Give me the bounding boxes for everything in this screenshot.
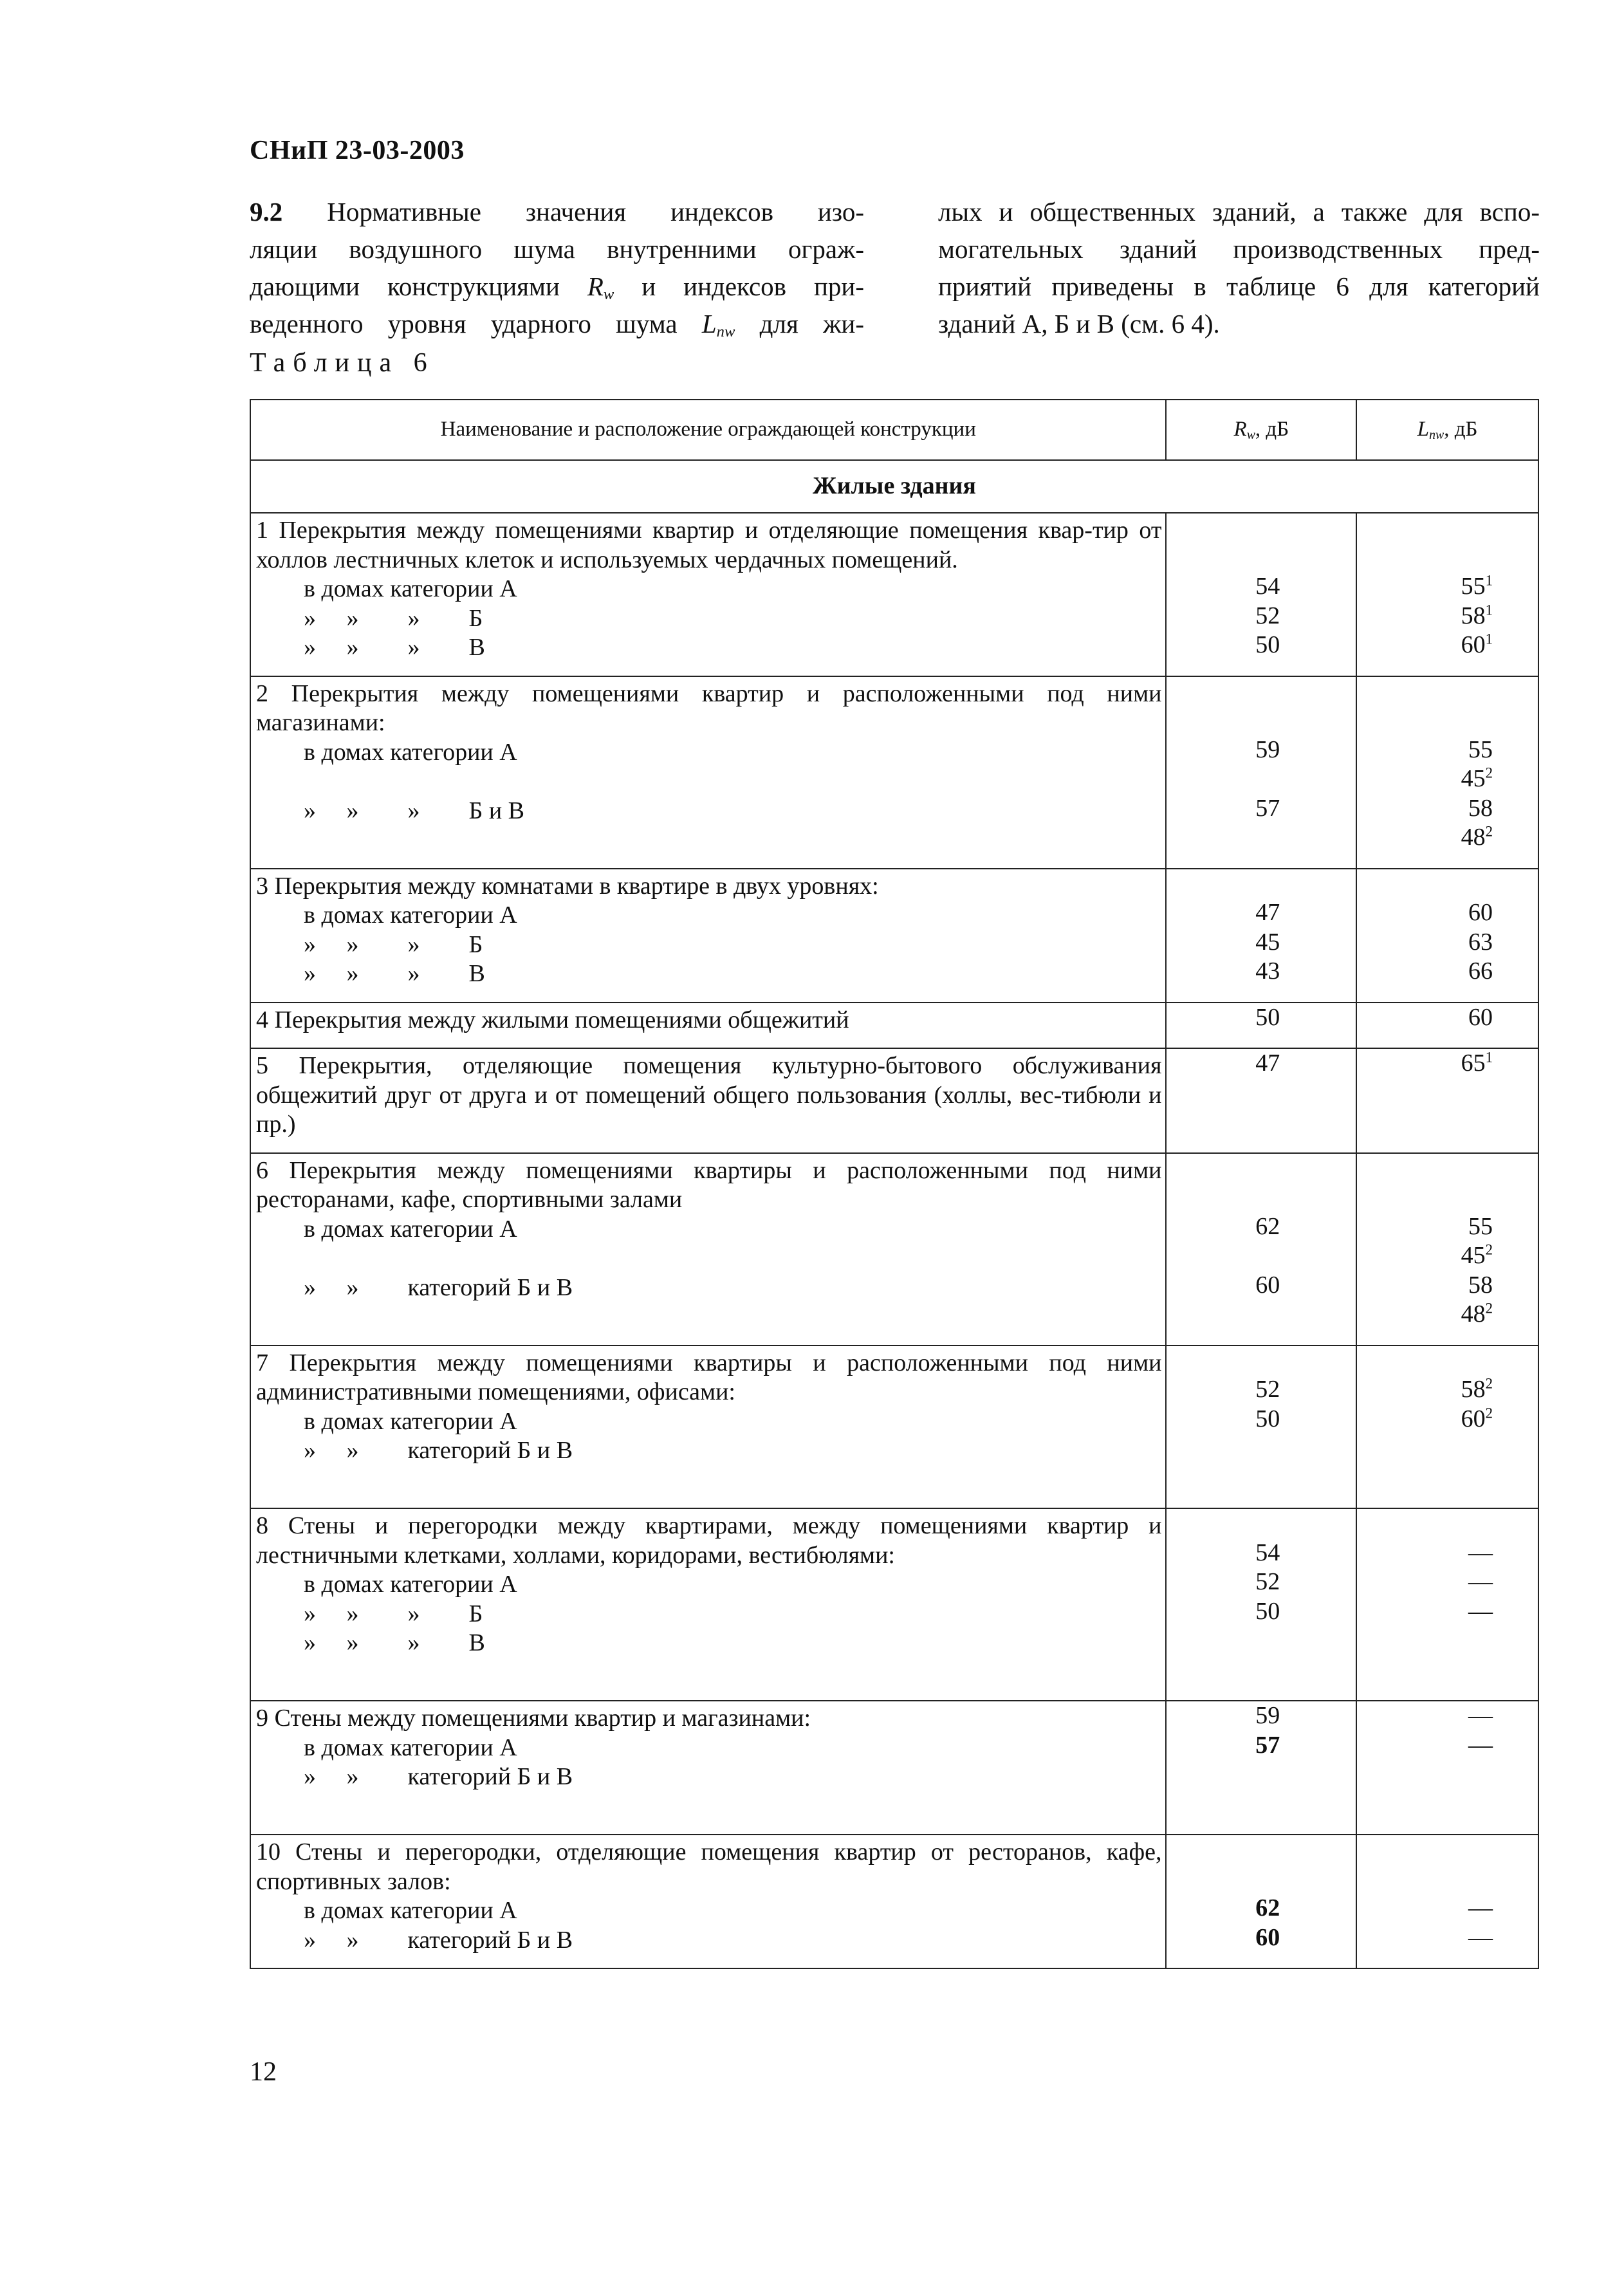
row-description xyxy=(250,1701,1166,1835)
row-rw-values xyxy=(1166,1701,1356,1835)
row-lnw-values xyxy=(1356,676,1538,869)
sub-row xyxy=(256,1600,1161,1629)
value: — xyxy=(1468,1539,1493,1566)
sub-category: Б и В xyxy=(420,797,525,824)
value: 54 xyxy=(1255,573,1280,600)
ditto-marks: » » xyxy=(304,1273,359,1301)
sub-category: категорий Б и В xyxy=(358,1926,573,1954)
value: 66 xyxy=(1468,958,1493,985)
document-header: СНиП 23-03-2003 xyxy=(250,136,465,165)
sub-category: категорий Б и В xyxy=(358,1437,573,1464)
value: 52 xyxy=(1255,1568,1280,1595)
value: 58 xyxy=(1468,794,1493,822)
blank-line xyxy=(1357,1154,1538,1183)
sub-category: Б xyxy=(420,930,483,958)
sub-row xyxy=(256,1273,1161,1303)
value: 54 xyxy=(1255,1539,1280,1566)
ditto-marks: » » » xyxy=(304,634,420,661)
row-title: 7 Перекрытия между помещениями квартиры и расположенными под ними административными помещениями, офисами: xyxy=(256,1349,1162,1405)
sub-row xyxy=(256,1215,1161,1244)
footnote-ref: 1 xyxy=(1485,631,1493,647)
blank-line xyxy=(1167,869,1356,899)
value: 50 xyxy=(1255,1405,1280,1432)
value: 52 xyxy=(1255,1376,1280,1403)
value: 55 xyxy=(1468,1212,1493,1240)
value: 47 xyxy=(1255,1050,1280,1077)
header-rw xyxy=(1166,400,1356,460)
row-description xyxy=(250,1835,1166,1968)
row-description xyxy=(250,1508,1166,1701)
row-title: 10 Стены и перегородки, отделяющие помещения квартир от ресторанов, кафе, спортивных залов: xyxy=(256,1838,1162,1895)
intro-text: Нормативные значения индексов изо- xyxy=(282,197,864,227)
intro-column-left xyxy=(250,193,864,342)
value: $65^1$ xyxy=(1461,1049,1493,1077)
sub-row xyxy=(256,930,1161,960)
row-description xyxy=(250,1048,1166,1153)
row-title: 4 Перекрытия между жилыми помещениями общежитий xyxy=(256,1006,849,1033)
row-description xyxy=(250,1346,1166,1509)
sub-row xyxy=(256,633,1161,663)
sub-label: в домах категории А xyxy=(304,902,517,929)
sub-category: категорий Б и В xyxy=(358,1763,573,1790)
intro-line: веденного уровня ударного шума $L_{nw}$ для жи- xyxy=(250,309,864,341)
footnote-ref: 1 xyxy=(1485,572,1493,589)
value: 59 xyxy=(1255,1702,1280,1729)
row-rw-values xyxy=(1166,513,1356,676)
blank-line xyxy=(1167,543,1356,573)
value: $48^2$ xyxy=(1461,1300,1493,1328)
symbol: R xyxy=(587,272,604,301)
value: 52 xyxy=(1255,602,1280,629)
value: 50 xyxy=(1255,1597,1280,1625)
row-description xyxy=(250,513,1166,676)
intro-column-right xyxy=(938,193,1540,342)
row-title: 8 Стены и перегородки между квартирами, между помещениями квартир и лестничными клетками, холлами, коридорами, вестибюлями: xyxy=(256,1512,1162,1569)
table-row xyxy=(250,1346,1538,1509)
sub-row xyxy=(256,604,1161,634)
symbol-subscript: nw xyxy=(716,323,735,341)
symbol-subscript: w xyxy=(603,286,614,304)
footnote-ref: 1 xyxy=(1485,601,1493,618)
sub-row xyxy=(256,901,1161,930)
value: 50 xyxy=(1255,1003,1280,1031)
lnw-subscript: nw xyxy=(1429,428,1444,443)
value: 58 xyxy=(1468,1271,1493,1299)
row-rw-values xyxy=(1166,1508,1356,1701)
sub-row xyxy=(256,1896,1161,1926)
blank-line xyxy=(1167,1241,1356,1271)
sub-label: в домах категории А xyxy=(304,575,517,602)
blank-line xyxy=(256,767,1161,797)
section-number: 9.2 xyxy=(250,197,283,227)
row-lnw-values xyxy=(1356,1508,1538,1701)
value: 50 xyxy=(1255,631,1280,658)
blank-line xyxy=(1357,1346,1538,1376)
blank-line xyxy=(1167,1865,1356,1894)
blank-line xyxy=(256,1244,1161,1273)
value: 63 xyxy=(1468,928,1493,956)
row-title: 6 Перекрытия между помещениями квартиры и расположенными под ними ресторанами, кафе, спортивными залами xyxy=(256,1156,1162,1213)
value: — xyxy=(1468,1731,1493,1759)
table-row xyxy=(250,676,1538,869)
value: 60 xyxy=(1255,1923,1280,1951)
blank-line xyxy=(256,826,1161,855)
sub-category: Б xyxy=(420,1600,483,1627)
sub-row xyxy=(256,959,1161,989)
sub-label: в домах категории А xyxy=(304,738,517,766)
row-description xyxy=(250,1153,1166,1346)
value: 62 xyxy=(1255,1212,1280,1240)
value: $60^1$ xyxy=(1461,631,1493,658)
blank-line xyxy=(1357,706,1538,736)
row-lnw-values xyxy=(1356,1003,1538,1049)
footnote-ref: 2 xyxy=(1485,1404,1493,1421)
row-title: 5 Перекрытия, отделяющие помещения культурно-бытового обслуживания общежитий друг от друга и от помещений общего пользования (холлы, вес-тибюли и пр.) xyxy=(256,1052,1162,1138)
row-rw-values xyxy=(1166,1003,1356,1049)
value: 60 xyxy=(1468,899,1493,926)
value: 60 xyxy=(1468,1003,1493,1031)
row-title: 3 Перекрытия между комнатами в квартире в двух уровнях: xyxy=(256,872,879,900)
intro-line: приятий приведены в таблице 6 для категорий xyxy=(938,272,1540,301)
rw-unit: , дБ xyxy=(1255,418,1289,441)
row-description xyxy=(250,1003,1166,1049)
row-rw-values xyxy=(1166,1048,1356,1153)
sub-row xyxy=(256,1734,1161,1763)
footnote-ref: 2 xyxy=(1485,1375,1493,1392)
value: 55 xyxy=(1468,736,1493,763)
blank-line xyxy=(1167,706,1356,736)
blank-line xyxy=(1167,823,1356,853)
row-rw-values xyxy=(1166,1153,1356,1346)
value: $45^2$ xyxy=(1461,1241,1493,1269)
sub-label: в домах категории А xyxy=(304,1571,517,1598)
ditto-marks: » » xyxy=(304,1926,359,1954)
sub-category: Б xyxy=(420,604,483,632)
table-row xyxy=(250,1048,1538,1153)
row-title: 9 Стены между помещениями квартир и магазинами: xyxy=(256,1705,811,1732)
row-rw-values xyxy=(1166,869,1356,1003)
ditto-marks: » » » xyxy=(304,1629,420,1656)
blank-line xyxy=(1357,1183,1538,1212)
row-title: 2 Перекрытия между помещениями квартир и расположенными под ними магазинами: xyxy=(256,680,1162,736)
blank-line xyxy=(1167,1346,1356,1376)
sub-label: в домах категории А xyxy=(304,1215,517,1243)
row-lnw-values xyxy=(1356,1153,1538,1346)
blank-line xyxy=(1167,1183,1356,1212)
sub-row xyxy=(256,738,1161,768)
sub-category: категорий Б и В xyxy=(358,1273,573,1301)
section-header-row xyxy=(250,460,1538,513)
value: — xyxy=(1468,1894,1493,1921)
value: $45^2$ xyxy=(1461,764,1493,792)
table-header-row xyxy=(250,400,1538,460)
lnw-symbol: L xyxy=(1417,418,1430,441)
blank-line xyxy=(1357,1509,1538,1539)
intro-line: лых и общественных зданий, а также для вспо- xyxy=(938,197,1540,227)
blank-line xyxy=(1167,1154,1356,1183)
intro-line xyxy=(250,193,864,230)
intro-line: дающими конструкциями $R_w$ и индексов при- xyxy=(250,272,864,304)
blank-line xyxy=(256,1792,1161,1822)
blank-line xyxy=(1167,1509,1356,1539)
footnote-ref: 2 xyxy=(1485,1300,1493,1317)
table-row xyxy=(250,513,1538,676)
blank-line xyxy=(1357,543,1538,573)
row-rw-values xyxy=(1166,1835,1356,1968)
table-row xyxy=(250,1701,1538,1835)
footnote-ref: 2 xyxy=(1485,1241,1493,1258)
row-lnw-values xyxy=(1356,513,1538,676)
value: $58^1$ xyxy=(1461,601,1493,629)
footnote-ref: 1 xyxy=(1485,1049,1493,1066)
footnote-ref: 2 xyxy=(1485,764,1493,781)
intro-line: ляции воздушного шума внутренними ограж- xyxy=(250,234,864,264)
blank-line xyxy=(1357,869,1538,899)
blank-line xyxy=(256,1658,1161,1688)
value: — xyxy=(1468,1597,1493,1625)
lnw-unit: , дБ xyxy=(1444,418,1478,441)
row-rw-values xyxy=(1166,1346,1356,1509)
value: $60^2$ xyxy=(1461,1404,1493,1432)
rw-symbol: R xyxy=(1233,418,1247,441)
value: — xyxy=(1468,1702,1493,1729)
value: 43 xyxy=(1255,958,1280,985)
row-rw-values xyxy=(1166,676,1356,869)
page-number: 12 xyxy=(250,2057,277,2087)
sub-row xyxy=(256,1436,1161,1466)
row-description xyxy=(250,676,1166,869)
ditto-marks: » » » xyxy=(304,930,420,958)
intro-line: могательных зданий производственных пред- xyxy=(938,234,1540,264)
blank-line xyxy=(1167,1835,1356,1865)
sub-category: В xyxy=(420,634,485,661)
row-lnw-values xyxy=(1356,1346,1538,1509)
rw-subscript: w xyxy=(1246,428,1255,443)
sub-category: В xyxy=(420,960,485,987)
blank-line xyxy=(1357,1865,1538,1894)
symbol: L xyxy=(701,309,717,338)
row-lnw-values xyxy=(1356,869,1538,1003)
value: $58^2$ xyxy=(1461,1375,1493,1403)
blank-line xyxy=(1357,677,1538,707)
sub-row xyxy=(256,1629,1161,1658)
row-title: 1 Перекрытия между помещениями квартир и отделяющие помещения квар-тир от холлов лестничных клеток и используемых чердачных помещений. xyxy=(256,517,1162,573)
sub-label: в домах категории А xyxy=(304,1407,517,1435)
blank-line xyxy=(1167,677,1356,707)
value: 47 xyxy=(1255,899,1280,926)
blank-line xyxy=(256,1466,1161,1495)
sub-row xyxy=(256,797,1161,826)
ditto-marks: » » » xyxy=(304,797,420,824)
value: 60 xyxy=(1255,1271,1280,1299)
header-name: Наименование и расположение ограждающей конструкции xyxy=(250,400,1166,460)
sub-label: в домах категории А xyxy=(304,1897,517,1924)
row-lnw-values xyxy=(1356,1701,1538,1835)
blank-line xyxy=(1167,764,1356,794)
table-row xyxy=(250,869,1538,1003)
sub-label: в домах категории А xyxy=(304,1734,517,1761)
ditto-marks: » » » xyxy=(304,960,420,987)
value: 57 xyxy=(1255,794,1280,822)
header-lnw xyxy=(1356,400,1538,460)
section-title: Жилые здания xyxy=(250,460,1538,513)
table-row xyxy=(250,1153,1538,1346)
blank-line xyxy=(1167,1300,1356,1329)
table-6 xyxy=(250,399,1539,1969)
table-row xyxy=(250,1508,1538,1701)
table-caption: Таблица 6 xyxy=(250,348,435,378)
value: 57 xyxy=(1255,1731,1280,1759)
value: — xyxy=(1468,1568,1493,1595)
value: 62 xyxy=(1255,1894,1280,1921)
row-description xyxy=(250,869,1166,1003)
value: 59 xyxy=(1255,736,1280,763)
value: $55^1$ xyxy=(1461,572,1493,600)
sub-category: В xyxy=(420,1629,485,1656)
table-row xyxy=(250,1835,1538,1968)
value: — xyxy=(1468,1923,1493,1951)
blank-line xyxy=(1357,513,1538,543)
sub-row xyxy=(256,1570,1161,1600)
footnote-ref: 2 xyxy=(1485,823,1493,840)
row-lnw-values xyxy=(1356,1835,1538,1968)
ditto-marks: » » xyxy=(304,1763,359,1790)
sub-row xyxy=(256,575,1161,604)
row-lnw-values xyxy=(1356,1048,1538,1153)
ditto-marks: » » » xyxy=(304,1600,420,1627)
blank-line xyxy=(1357,1835,1538,1865)
blank-line xyxy=(1167,513,1356,543)
sub-row xyxy=(256,1763,1161,1792)
sub-row xyxy=(256,1407,1161,1437)
table-row xyxy=(250,1003,1538,1049)
ditto-marks: » » xyxy=(304,1437,359,1464)
value: 45 xyxy=(1255,928,1280,956)
intro-line: зданий А, Б и В (см. 6 4). xyxy=(938,309,1220,338)
sub-row xyxy=(256,1926,1161,1956)
value: $48^2$ xyxy=(1461,823,1493,851)
blank-line xyxy=(256,1302,1161,1332)
ditto-marks: » » » xyxy=(304,604,420,632)
